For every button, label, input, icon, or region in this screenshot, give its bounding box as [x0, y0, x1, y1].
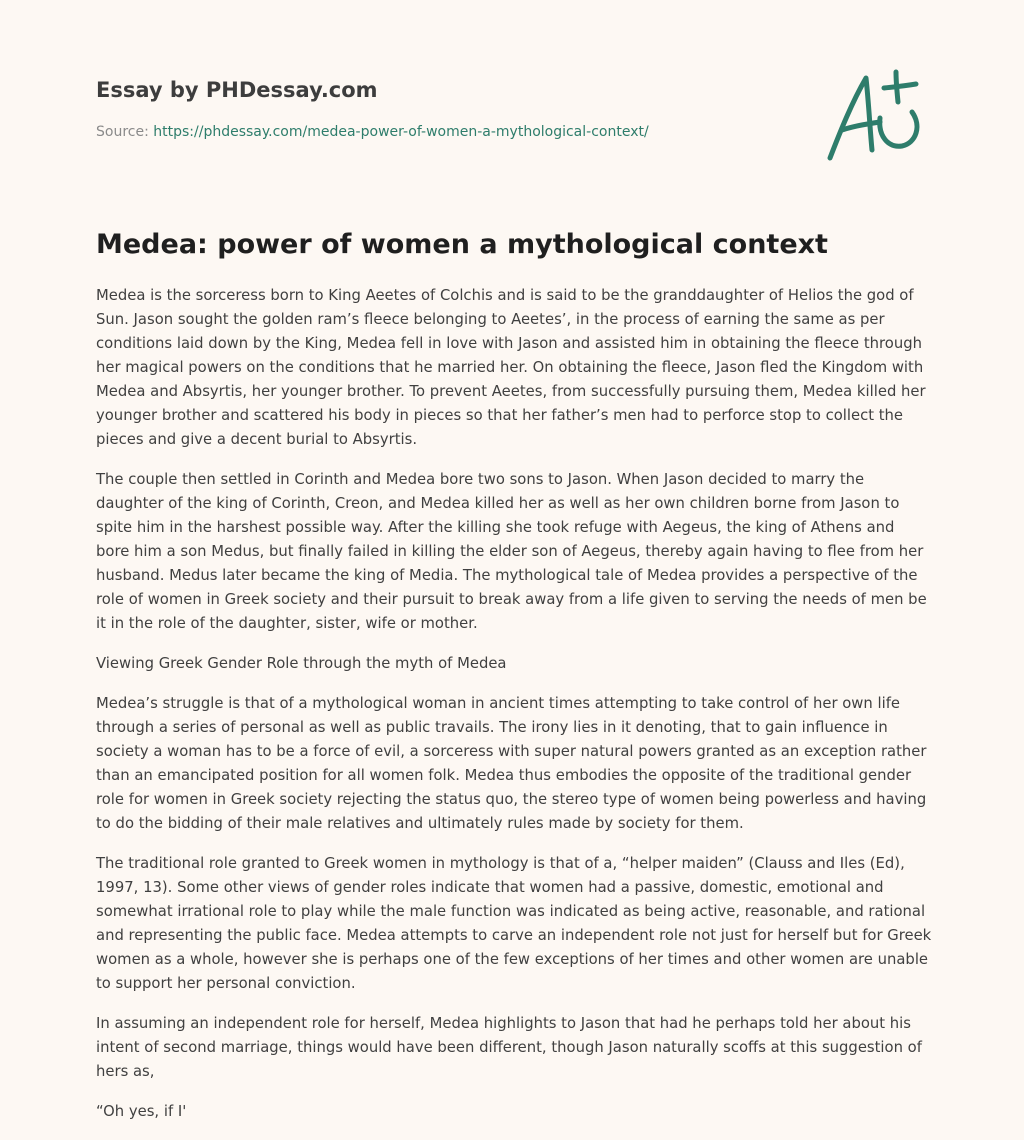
- brand-title: Essay by PHDessay.com: [96, 78, 378, 102]
- paragraph: Medea’s struggle is that of a mythological woman in ancient times attempting to take control of her own life through a series of personal as well as public travails. The irony lies in it denoting, that to gain influence in society a woman has to be a force of evil, a sorceress with super natural powers granted as an exception rather than an emancipated position for all women folk. Medea thus embodies the opposite of the traditional gender role for women in Greek society rejecting the status quo, the stereo type of women being powerless and having to do the bidding of their male relatives and ultimately rules made by society for them.: [96, 695, 927, 832]
- source-link[interactable]: https://phdessay.com/medea-power-of-women-a-mythological-context/: [153, 124, 649, 140]
- paragraph: Medea is the sorceress born to King Aeetes of Colchis and is said to be the granddaughter of Helios the god of Sun. Jason sought the golden ram’s fleece belonging to Aeetes’, in the process of earning the same as per conditions laid down by the King, Medea fell in love with Jason and assisted him in obtaining the fleece through her magical powers on the conditions that he married her. On obtaining the fleece, Jason fled the Kingdom with Medea and Absyrtis, her younger brother. To prevent Aeetes, from successfully pursuing them, Medea killed her younger brother and scattered his body in pieces so that her father’s men had to perforce stop to collect the pieces and give a decent burial to Absyrtis.: [96, 287, 926, 448]
- paragraph: The traditional role granted to Greek women in mythology is that of a, “helper maiden” (Clauss and Iles (Ed), 1997, 13). Some other views of gender roles indicate that women had a passive, domestic, emotional and somewhat irrational role to play while the male function was indicated as being active, reasonable, and rational and representing the public face. Medea attempts to carve an independent role not just for herself but for Greek women as a whole, however she is perhaps one of the few exceptions of her times and other women are unable to support her personal conviction.: [96, 855, 932, 992]
- source-label: Source:: [96, 124, 154, 140]
- quote-start: “Oh yes, if I': [96, 1103, 187, 1120]
- article-body: [96, 284, 932, 1140]
- source-line: [96, 122, 736, 142]
- page-header: [96, 76, 736, 142]
- article-title: Medea: power of women a mythological context: [96, 229, 828, 260]
- paragraph: In assuming an independent role for herself, Medea highlights to Jason that had he perhaps told her about his intent of second marriage, things would have been different, though Jason naturally scoffs at this suggestion of hers as,: [96, 1015, 922, 1080]
- a-plus-logo-icon: [822, 66, 932, 166]
- section-heading: Viewing Greek Gender Role through the myth of Medea: [96, 655, 507, 672]
- paragraph: The couple then settled in Corinth and Medea bore two sons to Jason. When Jason decided to marry the daughter of the king of Corinth, Creon, and Medea killed her as well as her own children borne from Jason to spite him in the harshest possible way. After the killing she took refuge with Aegeus, the king of Athens and bore him a son Medus, but finally failed in killing the elder son of Aegeus, thereby again having to flee from her husband. Medus later became the king of Media. The mythological tale of Medea provides a perspective of the role of women in Greek society and their pursuit to break away from a life given to serving the needs of men be it in the role of the daughter, sister, wife or mother.: [96, 471, 927, 632]
